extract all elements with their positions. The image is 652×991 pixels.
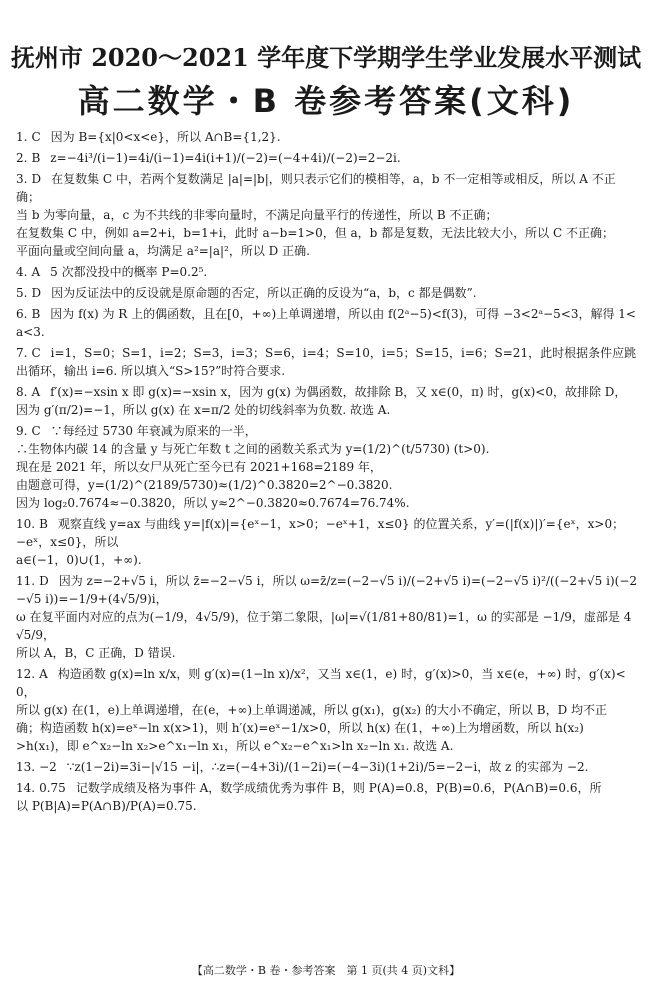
answer-item-5 [16,284,638,302]
question-number: 13. [16,760,36,774]
explanation-text: f′(x)=−xsin x 即 g(x)=−xsin x，因为 g(x) 为偶函数，故排除 B，又 x∈(0，π) 时，g(x)<0，故排除 D， [50,385,627,399]
question-number: 5. [16,286,28,300]
question-number: 7. [16,346,28,360]
explanation-line: 因为 log₂0.7674≈−0.3820，所以 y≈2^−0.3820≈0.7674=76.74%. [16,496,410,510]
answer-item-12 [16,665,638,755]
answer-choice: D [39,574,49,588]
answer-choice: C [31,130,41,144]
answer-line [16,305,638,341]
answer-item-4 [16,263,638,281]
explanation-line: >h(x₁)，即 e^x₂−ln x₂>e^x₁−ln x₁，所以 e^x₂−e^x₁>ln x₂−ln x₁. 故选 A. [16,739,454,753]
answer-line [16,128,638,146]
question-number: 9. [16,424,28,438]
explanation-line: 平面向量或空间向量 a，均满足 a²=|a|²，所以 D 正确. [16,244,310,258]
answer-choice: C [31,346,41,360]
answer-line [16,344,638,380]
explanation-line: 所以 g(x) 在(1，e)上单调递增，在(e，+∞)上单调递减，所以 g(x₁)，g(x₂) 的大小不确定，所以 B，D 均不正 [16,703,608,717]
explanation-text: ∵每经过 5730 年衰减为原来的一半， [50,424,257,438]
explanation-line: ω 在复平面内对应的点为(−1/9，4√5/9)，位于第二象限，|ω|=√(1/81+80/81)=1，ω 的实部是 −1/9，虚部是 4√5/9， [16,610,632,642]
explanation-text: 构造函数 g(x)=ln x/x，则 g′(x)=(1−ln x)/x²，又当 x∈(1，e) 时，g′(x)>0，当 x∈(e，+∞) 时，g′(x)<0， [16,667,626,699]
answer-item-11 [16,572,638,662]
answer-choice: 0.75 [39,781,66,795]
explanation-line: ∴生物体内碳 14 的含量 y 与死亡年数 t 之间的函数关系式为 y=(1/2)^(t/5730) (t>0). [16,442,490,456]
explanation-text: 观察直线 y=ax 与曲线 y=|f(x)|={eˣ−1，x>0；−eˣ+1，x≤0} 的位置关系，y′=(|f(x)|)′={eˣ，x>0；−eˣ，x≤0}，所以 [16,517,625,549]
question-number: 2. [16,151,28,165]
explanation-line: 当 b 为零向量，a，c 为不共线的非零向量时，不满足向量平行的传递性，所以 B 不正确； [16,208,498,222]
explanation-line: 在复数集 C 中，例如 a=2+i，b=1+i，此时 a−b=1>0，但 a，b 都是复数，无法比较大小，所以 C 不正确； [16,226,614,240]
answer-choice: D [31,286,42,300]
question-number: 1. [16,130,28,144]
answer-item-8 [16,383,638,419]
answer-item-14 [16,779,638,815]
answer-choice: −2 [39,760,57,774]
question-number: 14. [16,781,36,795]
explanation-line: 现在是 2021 年，所以女尸从死亡至今已有 2021+168=2189 年， [16,460,382,474]
explanation-text: 在复数集 C 中，若两个复数满足 |a|=|b|，则只表示它们的模相等，a，b 不一定相等或相反，所以 A 不正确； [16,172,616,204]
explanation-text: 因为 f(x) 为 R 上的偶函数，且在[0，+∞)上单调递增，所以由 f(2ᵃ−5)<f(3)，可得 −3<2ᵃ−5<3，解得 1<a<3. [16,307,636,339]
explanation-text: 记数学成绩及格为事件 A，数学成绩优秀为事件 B，则 P(A)=0.8，P(B)=0.6，P(A∩B)=0.6，所 [75,781,602,795]
explanation-text: 因为 z=−2+√5 i，所以 z̄=−2−√5 i，所以 ω=z̄/z=(−2−√5 i)/(−2+√5 i)=(−2−√5 i)²/((−2+√5 i)(−2−√5 i))=−1/9+(4√5/9)i， [16,574,638,606]
answer-line [16,572,638,608]
answer-item-3 [16,170,638,260]
answer-item-6 [16,305,638,341]
explanation-text: 5 次都没投中的概率 P=0.2⁵. [50,265,208,279]
answer-key-title: 高二数学・B 卷参考答案(文科) [77,82,575,120]
answer-item-13 [16,758,638,776]
answer-item-1 [16,128,638,146]
question-number: 8. [16,385,28,399]
question-number: 11. [16,574,36,588]
answer-line [16,170,638,206]
answer-line [16,383,638,401]
answer-line [16,149,638,167]
answer-choice: A [31,265,41,279]
answer-choice: B [39,517,48,531]
answer-choice: D [31,172,42,186]
answer-line [16,665,638,701]
question-number: 10. [16,517,36,531]
answer-line [16,758,638,776]
answer-choice: B [31,151,41,165]
explanation-text: z=−4i³/(i−1)=4i/(i−1)=4i(i+1)/(−2)=(−4+4i)/(−2)=2−2i. [50,151,401,165]
answer-item-10 [16,515,638,569]
answer-line [16,263,638,281]
answer-choice: B [31,307,41,321]
explanation-line: 由题意可得，y=(1/2)^(2189/5730)≈(1/2)^0.3820=2^−0.3820. [16,478,393,492]
question-number: 4. [16,265,28,279]
explanation-text: i=1，S=0；S=1，i=2；S=3，i=3；S=6，i=4；S=10，i=5；S=15，i=6；S=21，此时根据条件应跳出循环，输出 i=6. 所以填入“S>15?”时符合要求. [16,346,637,378]
exam-title: 抚州市 2020～2021 学年度下学期学生学业发展水平测试 [10,43,642,72]
answer-choice: A [31,385,41,399]
explanation-line: 确；构造函数 h(x)=eˣ−ln x(x>1)，则 h′(x)=eˣ−1/x>0，所以 h(x) 在(1，+∞)上为增函数，所以 h(x₂) [16,721,584,735]
answer-choice: A [39,667,48,681]
answer-item-2 [16,149,638,167]
answer-list [16,128,638,818]
explanation-line: 以 P(B|A)=P(A∩B)/P(A)=0.75. [16,799,197,813]
explanation-text: 因为反证法中的反设就是原命题的否定，所以正确的反设为“a，b，c 都是偶数”. [51,286,477,300]
explanation-text: ∵z(1−2i)=3i−|√15 −i|，∴z=(−4+3i)/(1−2i)=(−4−3i)(1+2i)/5=−2−i，故 z 的实部为 −2. [66,760,589,774]
explanation-line: 因为 g′(π/2)=−1，所以 g(x) 在 x=π/2 处的切线斜率为负数. 故选 A. [16,403,391,417]
explanation-line: 所以 A，B，C 正确，D 错误. [16,646,176,660]
question-number: 12. [16,667,36,681]
explanation-line: a∈(−1，0)∪(1，+∞). [16,553,142,567]
page-footer: 【高二数学・B 卷・参考答案 第 1 页(共 4 页)文科】 [191,964,461,977]
answer-item-7 [16,344,638,380]
answer-line [16,779,638,797]
explanation-text: 因为 B={x|0<x<e}，所以 A∩B={1,2}. [50,130,281,144]
answer-choice: C [31,424,41,438]
answer-item-9 [16,422,638,512]
answer-line [16,422,638,440]
question-number: 3. [16,172,28,186]
question-number: 6. [16,307,28,321]
answer-line [16,515,638,551]
answer-line [16,284,638,302]
